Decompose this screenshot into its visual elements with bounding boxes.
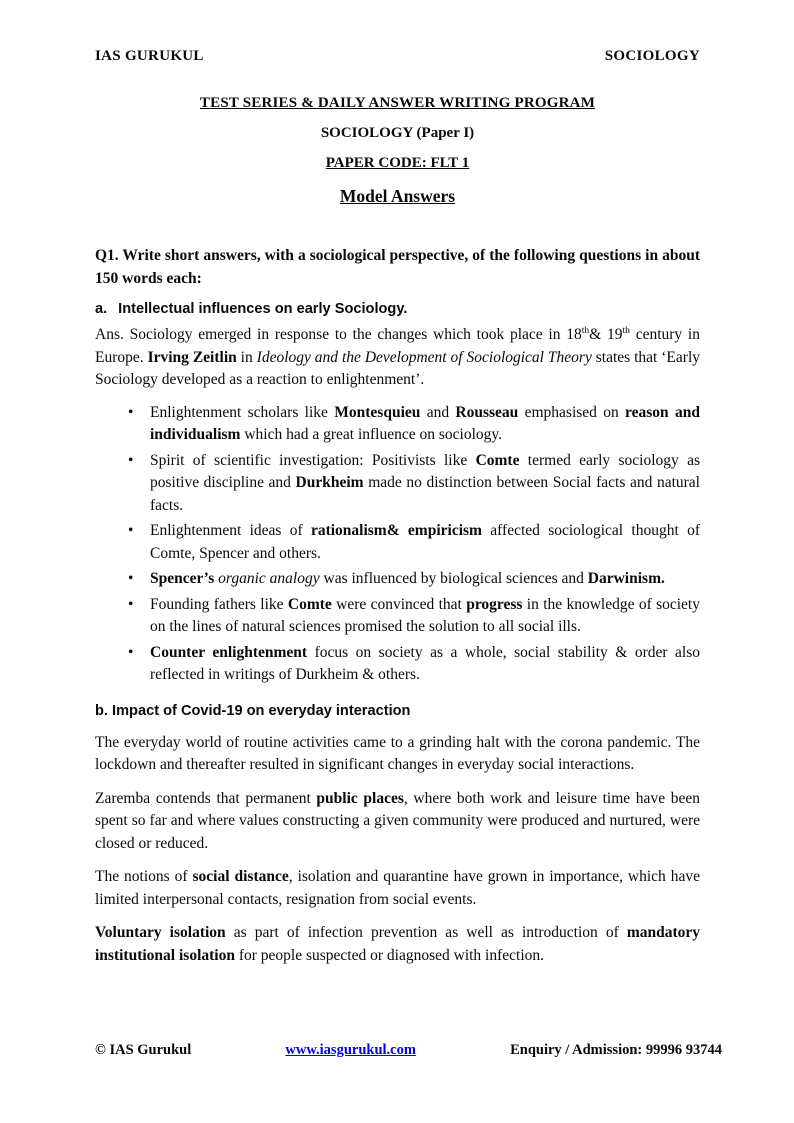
part-a-title: Intellectual influences on early Sociology. (118, 301, 408, 317)
footer-copyright: © IAS Gurukul (95, 1042, 192, 1058)
body-paragraph: Voluntary isolation as part of infection prevention as well as introduction of mandatory institutional isolation for people suspected or diagnosed with infection. (95, 924, 701, 964)
body-paragraph: The notions of social distance, isolation and quarantine have grown in importance, which have limited interpersonal contacts, resignation from social events. (95, 868, 701, 908)
footer-website-link[interactable]: www.iasgurukul.com (285, 1042, 416, 1058)
bullet-item: • Counter enlightenment focus on society as a whole, social stability & order also reflected in writings of Durkheim & others. (150, 642, 700, 687)
part-b-heading: b. Impact of Covid-19 on everyday interaction (95, 702, 411, 719)
header-institute: IAS GURUKUL (95, 48, 204, 64)
question-1-heading: Q1. Write short answers, with a sociological perspective, of the following questions in about 150 words each: (95, 247, 700, 287)
bullet-item: • Founding fathers like Comte were convinced that progress in the knowledge of society on the lines of natural sciences promised the solution to all social ills. (150, 594, 700, 639)
program-title: TEST SERIES & DAILY ANSWER WRITING PROGRAM (199, 95, 596, 111)
bullet-item: • Enlightenment ideas of rationalism& empiricism affected sociological thought of Comte, Spencer and others. (150, 520, 700, 565)
body-paragraph: The everyday world of routine activities came to a grinding halt with the corona pandemic. The lockdown and thereafter resulted in significant changes in everyday social interactions. (95, 733, 700, 773)
document-header (95, 48, 700, 65)
part-b-paragraphs (95, 732, 700, 968)
footer-enquiry: Enquiry / Admission: 99996 93744 (510, 1042, 722, 1058)
model-answers-title: Model Answers (339, 186, 456, 206)
title-block (95, 95, 700, 207)
part-a-label: a. (95, 301, 108, 317)
bullet-item: • Enlightenment scholars like Montesquieu and Rousseau emphasised on reason and individualism which had a great influence on sociology. (150, 402, 700, 447)
body-paragraph: Zaremba contends that permanent public places, where both work and leisure time have been spent so far and where values constructing a given community were produced and nurtured, were closed or reduced. (95, 789, 700, 852)
paper-code: PAPER CODE: FLT 1 (325, 155, 470, 171)
bullet-item: • Spirit of scientific investigation: Positivists like Comte termed early sociology as positive discipline and Durkheim made no distinction between Social facts and natural facts. (150, 450, 700, 518)
header-subject: SOCIOLOGY (604, 48, 700, 64)
answer-intro-paragraph: Ans. Sociology emerged in response to the changes which took place in 18th& 19th century in Europe. Irving Zeitlin in Ideology and the Development of Sociological Theory states that ‘Early Sociology developed as a reaction to enlightenment’. (95, 324, 700, 388)
bullet-item: • Spencer’s organic analogy was influenced by biological sciences and Darwinism. (150, 568, 700, 591)
document-footer (95, 1042, 722, 1059)
paper-subtitle: SOCIOLOGY (Paper I) (320, 125, 475, 141)
part-a-heading (95, 301, 700, 317)
bullet-list (95, 402, 700, 687)
